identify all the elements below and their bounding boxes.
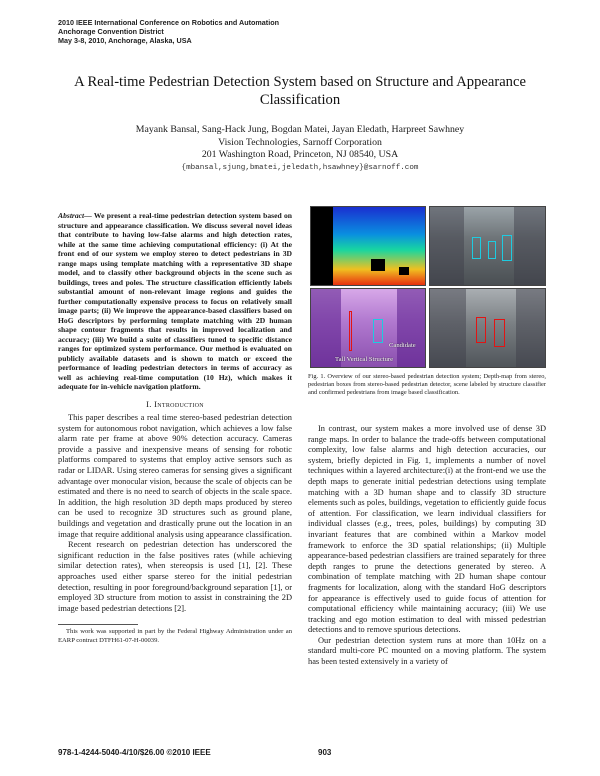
building-region: [430, 207, 464, 286]
pedestrian-box: [472, 237, 481, 259]
building-region: [397, 289, 426, 368]
confirmed-pedestrians-panel: [429, 288, 546, 368]
building-region: [516, 289, 546, 368]
tall-vertical-structure-label: Tall Vertical Structure: [335, 356, 394, 363]
confirmed-pedestrian-box: [476, 317, 486, 343]
confirmed-pedestrian-box: [494, 319, 505, 347]
conference-name: 2010 IEEE International Conference on Robotics and Automation: [58, 18, 279, 27]
figure-1-caption: Fig. 1. Overview of our stereo-based pedestrian detection system; Depth-map from stereo, pedestrian boxes from stereo-based pedestrian detector, scene labeled by structure classifier and confirmed pedestrians from image based classification.: [308, 373, 546, 396]
figure-1: [308, 204, 546, 369]
address: 201 Washington Road, Princeton, NJ 08540, USA: [201, 149, 399, 161]
left-column: [58, 211, 292, 645]
pedestrian-boxes-panel: [429, 206, 546, 286]
abstract-text: — We present a real-time pedestrian detection system based on structure and appearance classification. We discuss several novel ideas that contribute to having low-false alarms and high detection rates, while at the same time achieving computational efficiency: (i) At the front end of our system we employ stereo to detect pedestrians in 3D range maps using template matching with a representative 3D shape model, and to classify other background objects in the scene such as buildings, trees and poles. The structure classification efficiently labels substantial amount of non-relevant image regions and guides the further computationally expensive process to focus on relatively small image parts; (ii) We improve the appearance-based classifiers based on HoG descriptors by performing template matching with 2D human shape contour fragments that results in improved localization and accuracy; (iii) We build a suite of classifiers tuned to specific distance ranges for optimized system performance. Our method is evaluated on publicly available datasets and is shown to match or exceed the performance of leading pedestrian detectors in terms of accuracy as well as achieving real-time computation (10 Hz), which makes it adequate for in-vehicle navigation platform.: [58, 211, 292, 391]
author-block: [40, 124, 560, 162]
isbn-footer: 978-1-4244-5040-4/10/$26.00 ©2010 IEEE: [58, 748, 211, 757]
right-column: [308, 424, 546, 668]
author-list: Mayank Bansal, Sang-Hack Jung, Bogdan Matei, Jayan Eledath, Harpreet Sawhney: [135, 124, 465, 135]
footnote: This work was supported in part by the Federal Highway Administration under an EARP contract DTFH61-07-H-00039.: [58, 628, 292, 644]
vertical-structure-marker: [349, 311, 352, 351]
building-region: [430, 289, 466, 368]
building-region: [514, 207, 546, 286]
candidate-label: Candidate: [389, 342, 416, 349]
conference-venue: Anchorage Convention District: [58, 26, 164, 36]
structure-labels-panel: [310, 288, 426, 368]
depth-map-panel: [310, 206, 426, 286]
conference-header: [58, 19, 279, 45]
page-number: 903: [318, 748, 332, 757]
section-heading-introduction: I. Introduction: [146, 398, 204, 409]
candidate-box: [373, 319, 383, 343]
footnote-divider: [58, 624, 138, 625]
paper-title: A Real-time Pedestrian Detection System based on Structure and Appearance Classification: [74, 74, 526, 108]
author-emails: {mbansal,sjung,bmatei,jeledath,hsawhney}@sarnoff.com: [181, 164, 419, 172]
intro-paragraph-1: This paper describes a real time stereo-based pedestrian detection system for autonomous robot navigation, which achieves a low false alarm rate per frame at above 90% detection accuracy. Cameras provide a passive and inexpensive means of sensing for robotic platforms compared to systems that employ active sensors such as radar or LIDAR. Using stereo cameras for sensing gives a significant advantage over monocular vision, because the scale of objects can be estimated and there is no need to search of objects in the scale space. In addition, the high resolution 3D depth maps produced by stereo can be used to recognize 3D structures such as ground plane, buildings and vegetation and drastically prune out the location in an image that require additional analysis using appearance classification.: [58, 413, 292, 539]
invalid-depth-region: [311, 207, 333, 286]
affiliation: Vision Technologies, Sarnoff Corporation: [218, 136, 382, 148]
invalid-depth-region: [371, 259, 385, 271]
intro-paragraph-2: Recent research on pedestrian detection has underscored the significant reduction in the false positives rates (while achieving similar detection rates), when stereopsis is used [1], [2]. These approaches used either sparse stereo for the initial pedestrian detection, resulting in poor foreground/background separation [1], or employed 3D structure from motion to assist in constraining the 2D image based pedestrian detections [2].: [58, 540, 292, 613]
pedestrian-box: [502, 235, 512, 261]
conference-date: May 3-8, 2010, Anchorage, Alaska, USA: [58, 35, 192, 45]
right-paragraph-2: Our pedestrian detection system runs at more than 10Hz on a standard multi-core PC mounted on a moving platform. The system has been tested extensively in a variety of: [308, 635, 546, 667]
right-paragraph-1: In contrast, our system makes a more involved use of dense 3D range maps. In order to balance the trade-offs between computational complexity, low false alarms and high detection accuracies, our system, briefly depicted in Fig. 1, implements a number of novel techniques within a layered architecture:(i) at the front-end we use the depth maps to generate initial pedestrian detections using template matching with a 3D human shape and to classify 3D structure elements such as poles, buildings, vegetation to efficiently guide focus of attention. For classification, we learn individual classifiers for individual classes (e.g., trees, poles, buildings) by computing 3D invariant features that are combined within a Markov model framework to enforce the 3D spatial relationships; (ii) Multiple appearance-based pedestrian classifiers are trained separately for three depth ranges to prune the detections generated by stereo. A combination of template matching with 2D human shape contour fragments for localization, along with the standard HoG descriptors for appearance is effectively used to guide focus of attention for computational efficiency while maintaining accuracy; (iii) We use tracking and ego motion estimation to deal with missed pedestrian detections and to remove spurious detections.: [308, 424, 546, 635]
invalid-depth-region: [399, 267, 409, 275]
abstract-label: Abstract: [58, 211, 85, 220]
pedestrian-box: [488, 241, 496, 259]
abstract: [58, 211, 292, 392]
